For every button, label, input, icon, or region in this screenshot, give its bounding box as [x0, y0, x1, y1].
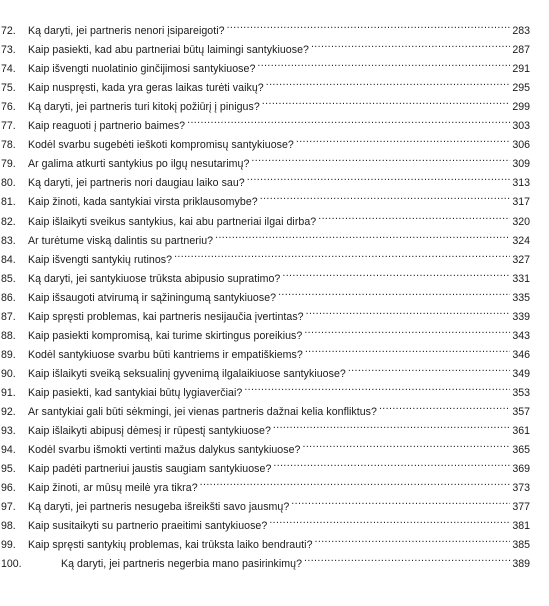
- toc-entry-title: Kodėl svarbu išmokti vertinti mažus dalykus santykiuose?: [28, 444, 301, 457]
- toc-entry-number: 90.: [1, 367, 16, 380]
- toc-entry[interactable]: [0, 341, 530, 361]
- toc-entry[interactable]: [0, 493, 530, 514]
- toc-entry-page-number: 306: [512, 139, 530, 152]
- toc-entry[interactable]: [0, 265, 530, 285]
- toc-entry-title: Kaip nuspręsti, kada yra geras laikas turėti vaikų?: [28, 82, 264, 95]
- toc-entry[interactable]: [0, 398, 530, 418]
- dot-leader: [282, 265, 510, 282]
- toc-entry-number: 99.: [1, 539, 16, 552]
- toc-entry-page-number: 324: [512, 234, 530, 247]
- toc-entry[interactable]: [0, 188, 530, 209]
- toc-entry-page-number: 365: [512, 444, 530, 457]
- toc-entry-number: 85.: [1, 272, 16, 285]
- toc-entry-title: Ką daryti, jei partneris turi kitokį požiūrį į pinigus?: [28, 101, 260, 114]
- toc-entry-page-number: 373: [512, 482, 530, 495]
- toc-entry-number: 81.: [1, 196, 16, 209]
- dot-leader: [262, 93, 511, 110]
- toc-entry[interactable]: [0, 227, 530, 247]
- toc-entry-number: 73.: [1, 44, 16, 57]
- toc-entry-number: 89.: [1, 348, 16, 361]
- toc-entry-page-number: 331: [512, 272, 530, 285]
- toc-entry-title: Kaip išvengti nuolatinio ginčijimosi santykiuose?: [28, 63, 256, 76]
- toc-entry-number: 75.: [1, 82, 16, 95]
- toc-entry-number: 72.: [1, 25, 16, 37]
- toc-entry[interactable]: [0, 322, 530, 342]
- dot-leader: [318, 208, 510, 225]
- toc-entry[interactable]: [0, 474, 530, 495]
- dot-leader: [305, 341, 510, 358]
- dot-leader: [174, 246, 510, 263]
- toc-entry-title: Ar galima atkurti santykius po ilgų nesutarimų?: [28, 158, 250, 171]
- toc-entry-title: Kaip pasiekti kompromisą, kai turime skirtingus poreikius?: [28, 329, 303, 342]
- dot-leader: [348, 360, 510, 377]
- toc-entry-number: 82.: [1, 215, 16, 228]
- dot-leader: [315, 531, 511, 548]
- toc-entry-title: Kaip spręsti santykių problemas, kai trūksta laiko bendrauti?: [28, 539, 313, 552]
- dot-leader: [304, 550, 510, 567]
- toc-entry-number: 79.: [1, 158, 16, 171]
- toc-entry-page-number: 361: [512, 425, 530, 438]
- toc-entry[interactable]: [0, 55, 530, 76]
- toc-entry-title: Kaip spręsti problemas, kai partneris nesijaučia įvertintas?: [28, 310, 304, 323]
- toc-entry[interactable]: [0, 360, 530, 380]
- dot-leader: [296, 131, 510, 148]
- toc-entry-page-number: 353: [512, 386, 530, 399]
- dot-leader: [227, 17, 511, 34]
- toc-entry[interactable]: [0, 150, 530, 171]
- toc-entry-page-number: 299: [512, 101, 530, 114]
- toc-entry-number: 80.: [1, 177, 16, 190]
- toc-entry-title: Ar santykiai gali būti sėkmingi, jei vienas partneris dažnai kelia konfliktus?: [28, 406, 377, 418]
- toc-entry-title: Ką daryti, jei partneris nesugeba išreikšti savo jausmų?: [28, 501, 290, 514]
- toc-entry-number: 74.: [1, 63, 16, 76]
- toc-entry-number: 98.: [1, 520, 16, 533]
- toc-entry-page-number: 389: [512, 558, 530, 571]
- toc-entry[interactable]: [0, 93, 530, 114]
- toc-entry[interactable]: [0, 284, 530, 304]
- toc-entry[interactable]: [0, 379, 530, 399]
- dot-leader: [266, 74, 511, 91]
- dot-leader: [200, 474, 511, 491]
- toc-entry-page-number: 303: [512, 120, 530, 133]
- toc-entry-number: 83.: [1, 234, 16, 247]
- dot-leader: [278, 284, 510, 301]
- toc-entry[interactable]: [0, 417, 530, 438]
- toc-entry-title: Kaip reaguoti į partnerio baimes?: [28, 120, 186, 133]
- dot-leader: [257, 55, 510, 72]
- dot-leader: [251, 150, 510, 167]
- toc-entry-page-number: 309: [512, 158, 530, 171]
- toc-entry-title: Ką daryti, jei santykiuose trūksta abipusio supratimo?: [28, 272, 281, 285]
- toc-entry[interactable]: [0, 303, 530, 323]
- toc-entry-title: Kodėl santykiuose svarbu būti kantriems ir empatiškiems?: [28, 348, 303, 361]
- toc-entry-title: Kaip išvengti santykių rutinos?: [28, 253, 173, 266]
- toc-entry-page-number: 335: [512, 291, 530, 304]
- toc-entry-number: 96.: [1, 482, 16, 495]
- dot-leader: [306, 303, 511, 320]
- toc-entry-page-number: 343: [512, 329, 530, 342]
- toc-entry-number: 84.: [1, 253, 16, 266]
- toc-entry-page-number: 295: [512, 82, 530, 95]
- dot-leader: [291, 493, 510, 510]
- toc-entry-title: Ką daryti, jei partneris nori daugiau laiko sau?: [28, 177, 245, 190]
- dot-leader: [311, 36, 510, 53]
- dot-leader: [302, 436, 510, 453]
- toc-entry-title: Kaip išlaikyti sveiką seksualinį gyvenimą ilgalaikiuose santykiuose?: [28, 367, 346, 380]
- toc-entry[interactable]: [0, 246, 530, 266]
- toc-entry-title: Ar turėtume viską dalintis su partneriu?: [28, 234, 214, 247]
- toc-entry-title: Kodėl svarbu sugebėti ieškoti kompromisų santykiuose?: [28, 139, 294, 152]
- toc-entry-title: Kaip žinoti, ar mūsų meilė yra tikra?: [28, 482, 198, 495]
- toc-entry[interactable]: [0, 436, 530, 457]
- dot-leader: [379, 398, 510, 415]
- toc-entry-number: 97.: [1, 501, 16, 514]
- toc-entry-page-number: 377: [512, 501, 530, 514]
- toc-entry-title: Ką daryti, jei partneris negerbia mano pasirinkimų?: [61, 558, 303, 571]
- toc-entry-page-number: 313: [512, 177, 530, 190]
- dot-leader: [273, 417, 510, 434]
- toc-entry-page-number: 346: [512, 348, 530, 361]
- toc-entry-number: 95.: [1, 463, 16, 476]
- dot-leader: [244, 379, 510, 396]
- toc-entry-title: Kaip pasiekti, kad santykiai būtų lygiaverčiai?: [28, 386, 243, 399]
- toc-entry-title: Ką daryti, jei partneris nenori įsipareigoti?: [28, 25, 225, 37]
- toc-entry-title: Kaip išlaikyti sveikus santykius, kai abu partneriai ilgai dirba?: [28, 215, 317, 228]
- toc-entry-number: 87.: [1, 310, 16, 323]
- dot-leader: [269, 512, 510, 529]
- dot-leader: [187, 112, 510, 129]
- toc-entry-number: 86.: [1, 291, 16, 304]
- toc-entry-page-number: 283: [512, 25, 530, 37]
- toc-entry[interactable]: [0, 550, 530, 571]
- toc-entry-page-number: 320: [512, 215, 530, 228]
- toc-entry-number: 91.: [1, 386, 16, 399]
- toc-entry-title: Kaip susitaikyti su partnerio praeitimi santykiuose?: [28, 520, 268, 533]
- toc-entry-page-number: 349: [512, 367, 530, 380]
- toc-entry-number: 78.: [1, 139, 16, 152]
- toc-entry-title: Kaip išsaugoti atvirumą ir sąžiningumą santykiuose?: [28, 291, 277, 304]
- toc-entry-title: Kaip žinoti, kada santykiai virsta priklausomybe?: [28, 196, 258, 209]
- toc-entry[interactable]: [0, 131, 530, 152]
- toc-entry-number: 88.: [1, 329, 16, 342]
- toc-entry-page-number: 357: [512, 406, 530, 418]
- toc-entry-page-number: 317: [512, 196, 530, 209]
- toc-entry-page-number: 327: [512, 253, 530, 266]
- toc-entry[interactable]: [0, 112, 530, 133]
- toc-entry-page-number: 287: [512, 44, 530, 57]
- toc-entry-title: Kaip pasiekti, kad abu partneriai būtų laimingi santykiuose?: [28, 44, 309, 57]
- toc-entry-page-number: 369: [512, 463, 530, 476]
- toc-entry[interactable]: [0, 531, 530, 552]
- toc-entry[interactable]: [0, 169, 530, 190]
- dot-leader: [260, 188, 511, 205]
- toc-entry[interactable]: [0, 512, 530, 533]
- toc-entry[interactable]: [0, 17, 530, 37]
- toc-entry-number: 76.: [1, 101, 16, 114]
- toc-entry-number: 94.: [1, 444, 16, 457]
- toc-entry-page-number: 339: [512, 310, 530, 323]
- dot-leader: [215, 227, 510, 244]
- dot-leader: [304, 322, 510, 339]
- toc-entry-number: 93.: [1, 425, 16, 438]
- toc-entry[interactable]: [0, 208, 530, 228]
- toc-entry-title: Kaip išlaikyti abipusį dėmesį ir rūpestį santykiuose?: [28, 425, 271, 438]
- dot-leader: [273, 455, 510, 472]
- dot-leader: [247, 169, 511, 186]
- toc-entry-title: Kaip padėti partneriui jaustis saugiam santykiuose?: [28, 463, 272, 476]
- toc-entry-page-number: 385: [512, 539, 530, 552]
- toc-entry[interactable]: [0, 36, 530, 57]
- toc-entry[interactable]: [0, 455, 530, 476]
- toc-entry-page-number: 291: [512, 63, 530, 76]
- toc-entry-number: 92.: [1, 406, 16, 418]
- toc-entry-number: 100.: [1, 558, 22, 571]
- toc-entry-page-number: 381: [512, 520, 530, 533]
- toc-entry-number: 77.: [1, 120, 16, 133]
- toc-entry[interactable]: [0, 74, 530, 95]
